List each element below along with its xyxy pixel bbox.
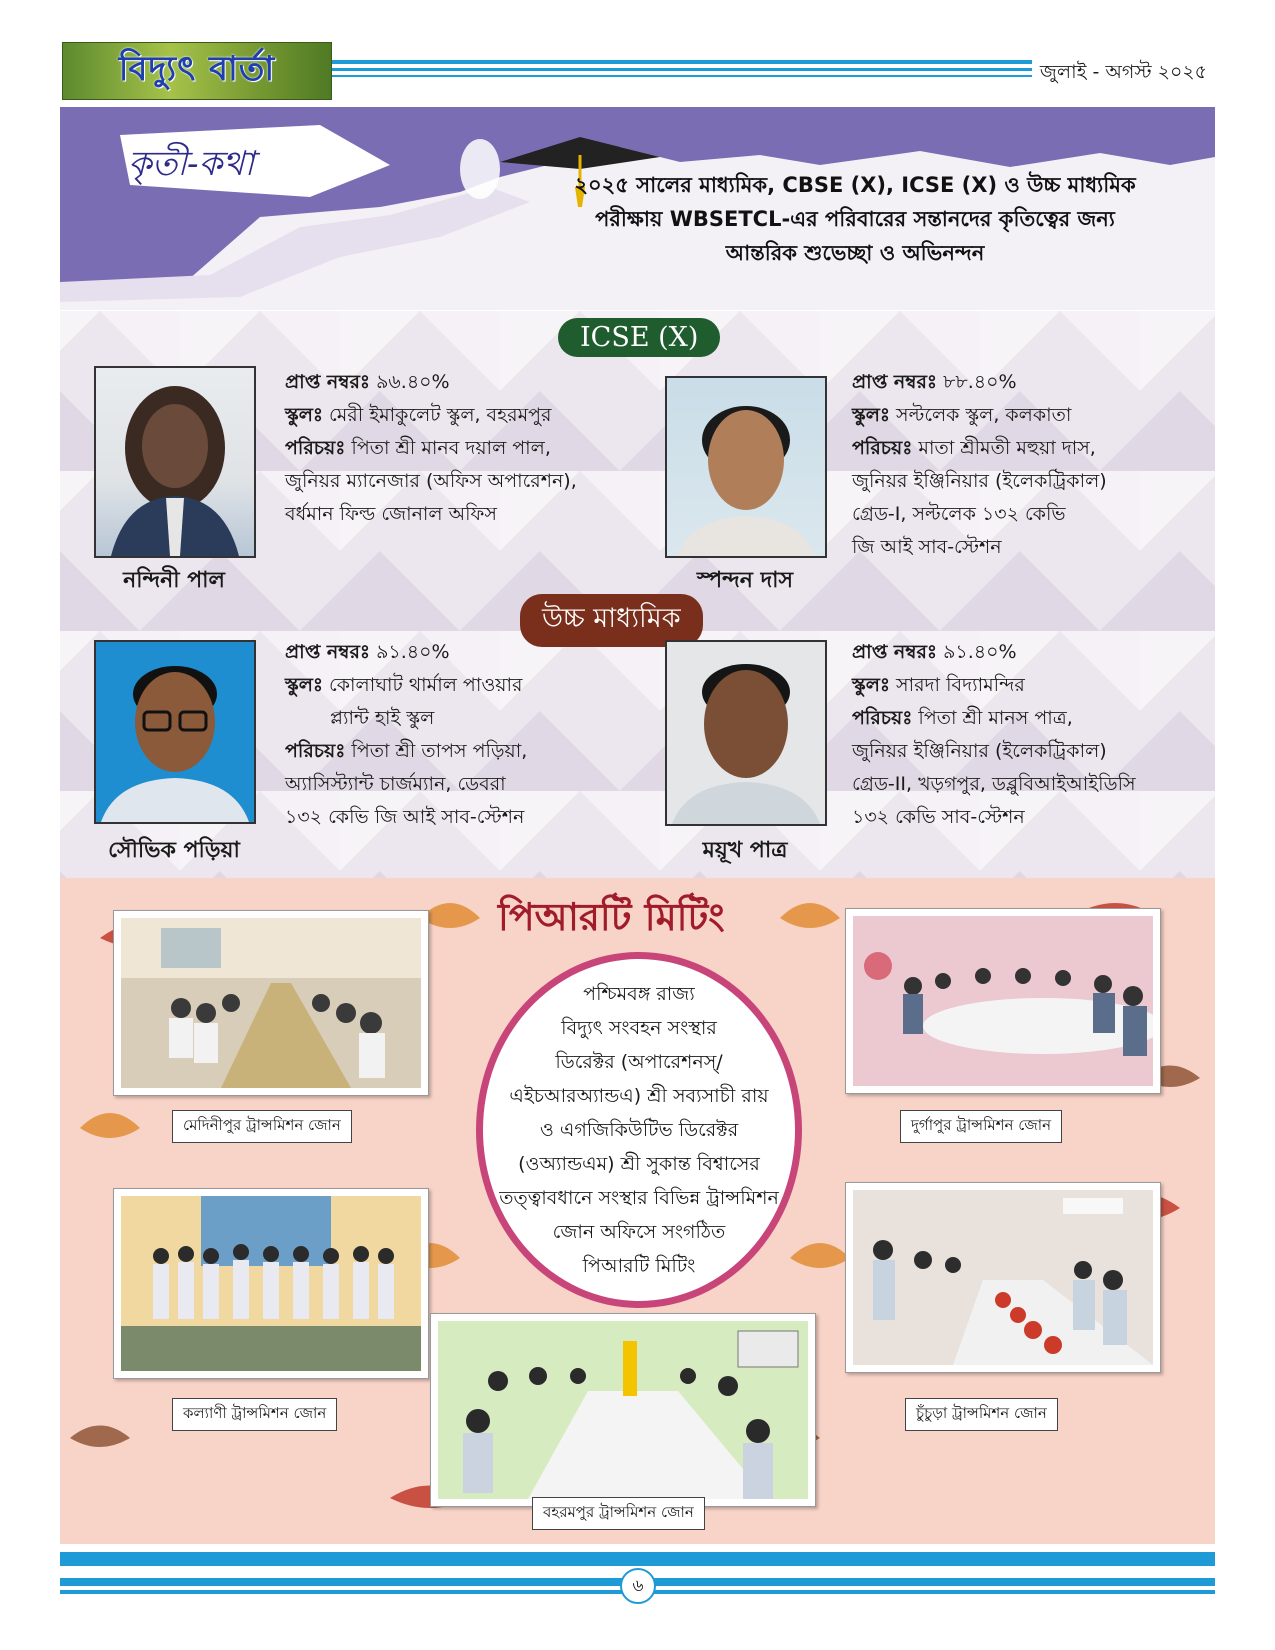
photo-berhampore-zone: [430, 1313, 816, 1507]
student-info-spandan: প্রাপ্ত নম্বরঃ ৮৮.৪০% স্কুলঃ সল্টলেক স্কুল, কলকাতা পরিচয়ঃ মাতা শ্রীমতী মহুয়া দাস, জুনিয়র ইঞ্জিনিয়ার (ইলেকট্রিকাল) গ্রেড-I, সল্টলেক ১৩২ কেভি জি আই সাব-স্টেশন: [852, 371, 1107, 558]
prt-title: পিআরটি মিটিং: [498, 894, 725, 939]
student-name-nandini: নন্দিনী পাল: [123, 568, 225, 593]
prt-description-circle: [476, 952, 802, 1308]
icse-label: ICSE (X): [558, 318, 720, 357]
caption-medinipur: মেদিনীপুর ট্রান্সমিশন জোন: [172, 1110, 352, 1143]
page-number: ৬: [620, 1568, 656, 1604]
caption-berhampore: বহরমপুর ট্রান্সমিশন জোন: [532, 1497, 705, 1530]
portrait-graphic: [96, 368, 254, 556]
prt-description: পশ্চিমবঙ্গ রাজ্য বিদ্যুৎ সংবহন সংস্থার ডিরেক্টর (অপারেশনস্/ এইচআরঅ্যান্ডএ) শ্রী সব্যসাচী রায় ও এগজিকিউটিভ ডিরেক্টর (ওঅ্যান্ডএম) শ্রী সুকান্ত বিশ্বাসের তত্ত্বাবধানে সংস্থার বিভিন্ন ট্রান্সমিশন জোন অফিসে সংগঠিত পিআরটি মিটিং: [499, 983, 779, 1277]
meeting-photo: [438, 1321, 808, 1499]
magazine-logo: বিদ্যুৎ বার্তা: [62, 42, 332, 100]
portrait-graphic: [667, 378, 825, 556]
student-info-souvik: প্রাপ্ত নম্বরঃ ৯১.৪০% স্কুলঃ কোলাঘাট থার্মাল পাওয়ার প্ল্যান্ট হাই স্কুল পরিচয়ঃ পিতা শ্রী তাপস পড়িয়া, অ্যাসিস্ট্যান্ট চার্জম্যান, ডেবরা ১৩২ কেভি জি আই সাব-স্টেশন: [285, 641, 528, 828]
photo-durgapur-zone: [845, 908, 1161, 1094]
student-photo-souvik: [94, 640, 256, 824]
student-name-souvik: সৌভিক পড়িয়া: [108, 838, 240, 863]
student-photo-nandini: [94, 366, 256, 558]
student-info-mayukh: প্রাপ্ত নম্বরঃ ৯১.৪০% স্কুলঃ সারদা বিদ্যামন্দির পরিচয়ঃ পিতা শ্রী মানস পাত্র, জুনিয়র ইঞ্জিনিয়ার (ইলেকট্রিকাল) গ্রেড-II, খড়গপুর, ডব্লুবিআইআইডিসি ১৩২ কেভি সাব-স্টেশন: [852, 641, 1136, 828]
banner-message: ২০২৫ সালের মাধ্যমিক, CBSE (X), ICSE (X) ও উচ্চ মাধ্যমিক পরীক্ষায় WBSETCL-এর পরিবারের সন্তানদের কৃতিত্বের জন্য আন্তরিক শুভেচ্ছা ও অভিনন্দন: [574, 173, 1136, 265]
hs-label: উচ্চ মাধ্যমিক: [520, 594, 703, 647]
footer-rule: [60, 1552, 1215, 1566]
meeting-photo: [853, 916, 1153, 1086]
student-photo-mayukh: [665, 640, 827, 826]
photo-kalyani-zone: [113, 1188, 429, 1379]
portrait-graphic: [96, 642, 254, 822]
meeting-photo: [121, 918, 421, 1088]
caption-durgapur: দুর্গাপুর ট্রান্সমিশন জোন: [900, 1110, 1062, 1143]
student-name-mayukh: ময়ূখ পাত্র: [702, 838, 788, 863]
caption-chinsurah: চুঁচুড়া ট্রান্সমিশন জোন: [905, 1398, 1058, 1431]
meeting-photo: [853, 1190, 1153, 1365]
section-title: কৃতী-কথা: [128, 144, 255, 184]
student-name-spandan: স্পন্দন দাস: [696, 568, 794, 593]
photo-medinipur-zone: [113, 910, 429, 1096]
photo-chinsurah-zone: [845, 1182, 1161, 1373]
student-photo-spandan: [665, 376, 827, 558]
group-photo: [121, 1196, 421, 1371]
issue-date: জুলাই - অগস্ট ২০২৫: [1032, 58, 1215, 90]
caption-kalyani: কল্যাণী ট্রান্সমিশন জোন: [172, 1398, 337, 1431]
portrait-graphic: [667, 642, 825, 824]
student-info-nandini: প্রাপ্ত নম্বরঃ ৯৬.৪০% স্কুলঃ মেরী ইমাকুলেট স্কুল, বহরমপুর পরিচয়ঃ পিতা শ্রী মানব দয়াল পাল, জুনিয়র ম্যানেজার (অফিস অপারেশন), বর্ধমান ফিল্ড জোনাল অফিস: [285, 371, 577, 525]
